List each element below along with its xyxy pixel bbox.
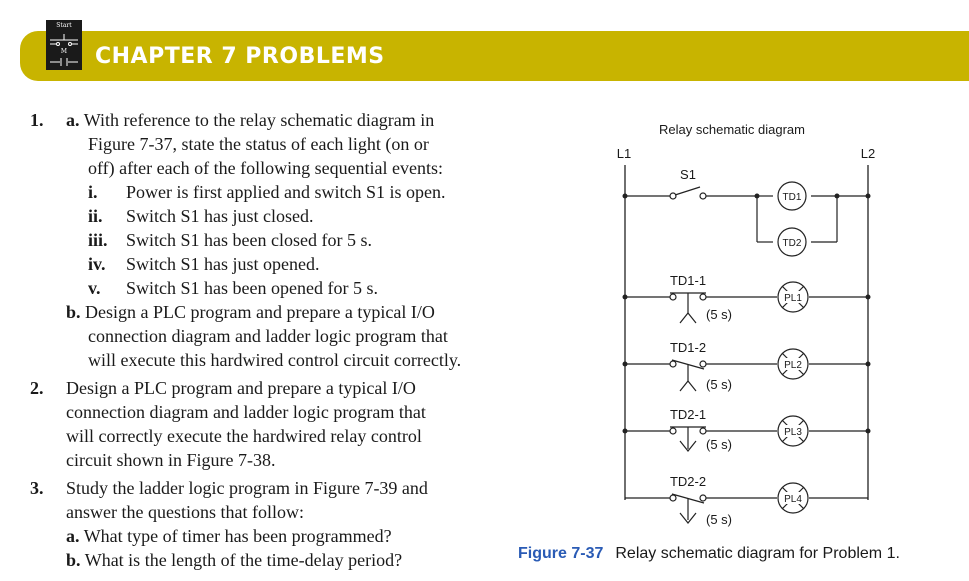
- chapter-title: CHAPTER 7 PROBLEMS: [95, 44, 385, 69]
- problem-text: What type of timer has been programmed?: [83, 526, 392, 546]
- rail-label-l1: L1: [616, 146, 632, 161]
- problem-text: off) after each of the following sequential events:: [88, 158, 444, 178]
- diagram-title: Relay schematic diagram: [659, 122, 805, 137]
- part-label: a.: [66, 526, 80, 546]
- contact-symbol-icon: [46, 20, 82, 70]
- problem-text: Design a PLC program and prepare a typical I/O: [85, 302, 435, 322]
- delay-label: (5 s): [706, 307, 732, 322]
- part-label: a.: [66, 110, 80, 130]
- figure-number: Figure 7-37: [518, 545, 604, 562]
- contact-label-td1-2: TD1-2: [669, 340, 707, 355]
- problem-text: circuit shown in Figure 7-38.: [66, 450, 276, 470]
- problem-text: will correctly execute the hardwired relay control: [66, 426, 422, 446]
- switch-label-s1: S1: [680, 167, 696, 182]
- event-label: iv.: [88, 254, 106, 274]
- icon-label-start: Start: [56, 22, 72, 29]
- event-label: v.: [88, 278, 101, 298]
- event-label: iii.: [88, 230, 108, 250]
- problem-1: [30, 108, 44, 132]
- pilot-light-pl2: [778, 349, 808, 379]
- event-text: Switch S1 has been closed for 5 s.: [126, 230, 372, 250]
- delay-label: (5 s): [706, 512, 732, 527]
- problem-text: With reference to the relay schematic diagram in: [83, 110, 435, 130]
- contact-label-td2-2: TD2-2: [669, 474, 707, 489]
- event-text: Switch S1 has just closed.: [126, 206, 314, 226]
- rung-td2-2: [625, 494, 868, 523]
- relay-schematic-diagram: [610, 115, 969, 535]
- event-text: Switch S1 has been opened for 5 s.: [126, 278, 378, 298]
- start-stop-icon: [46, 20, 82, 70]
- rung-td2-1: [623, 427, 871, 451]
- rung-td1-1: [623, 293, 871, 323]
- icon-label-m: M: [60, 48, 68, 55]
- rail-label-l2: L2: [860, 146, 876, 161]
- light-label-pl2: PL2: [784, 360, 802, 371]
- light-label-pl3: PL3: [784, 427, 802, 438]
- coil-label-td2: TD2: [782, 238, 802, 249]
- problem-text: will execute this hardwired control circuit correctly.: [88, 350, 462, 370]
- delay-label: (5 s): [706, 437, 732, 452]
- light-label-pl1: PL1: [784, 293, 802, 304]
- pilot-light-pl4: [778, 483, 808, 513]
- caption-text: Relay schematic diagram for Problem 1.: [615, 545, 900, 562]
- event-label: i.: [88, 182, 98, 202]
- contact-label-td2-1: TD2-1: [669, 407, 707, 422]
- problem-text: answer the questions that follow:: [66, 502, 304, 522]
- event-label: ii.: [88, 206, 103, 226]
- problem-number: 3.: [30, 478, 44, 498]
- pilot-light-pl3: [778, 416, 808, 446]
- rung-s1: [623, 187, 871, 242]
- delay-label: (5 s): [706, 377, 732, 392]
- light-label-pl4: PL4: [784, 494, 802, 505]
- problem-number: 2.: [30, 378, 44, 398]
- figure-caption: [518, 545, 900, 563]
- problem-text: connection diagram and ladder logic program that: [88, 326, 448, 346]
- contact-label-td1-1: TD1-1: [669, 273, 707, 288]
- rung-td1-2: [623, 360, 871, 391]
- problem-text: Study the ladder logic program in Figure 7-39 and: [66, 478, 428, 498]
- event-text: Power is first applied and switch S1 is open.: [126, 182, 446, 202]
- part-label: b.: [66, 550, 81, 570]
- coil-label-td1: TD1: [782, 192, 802, 203]
- pilot-light-pl1: [778, 282, 808, 312]
- problem-text: Design a PLC program and prepare a typical I/O: [66, 378, 416, 398]
- problem-number: 1.: [30, 110, 44, 130]
- problem-text: connection diagram and ladder logic program that: [66, 402, 426, 422]
- chapter-banner: [0, 18, 969, 78]
- event-text: Switch S1 has just opened.: [126, 254, 320, 274]
- part-label: b.: [66, 302, 81, 322]
- problem-text: Figure 7-37, state the status of each light (on or: [88, 134, 429, 154]
- problem-text: What is the length of the time-delay period?: [84, 550, 403, 570]
